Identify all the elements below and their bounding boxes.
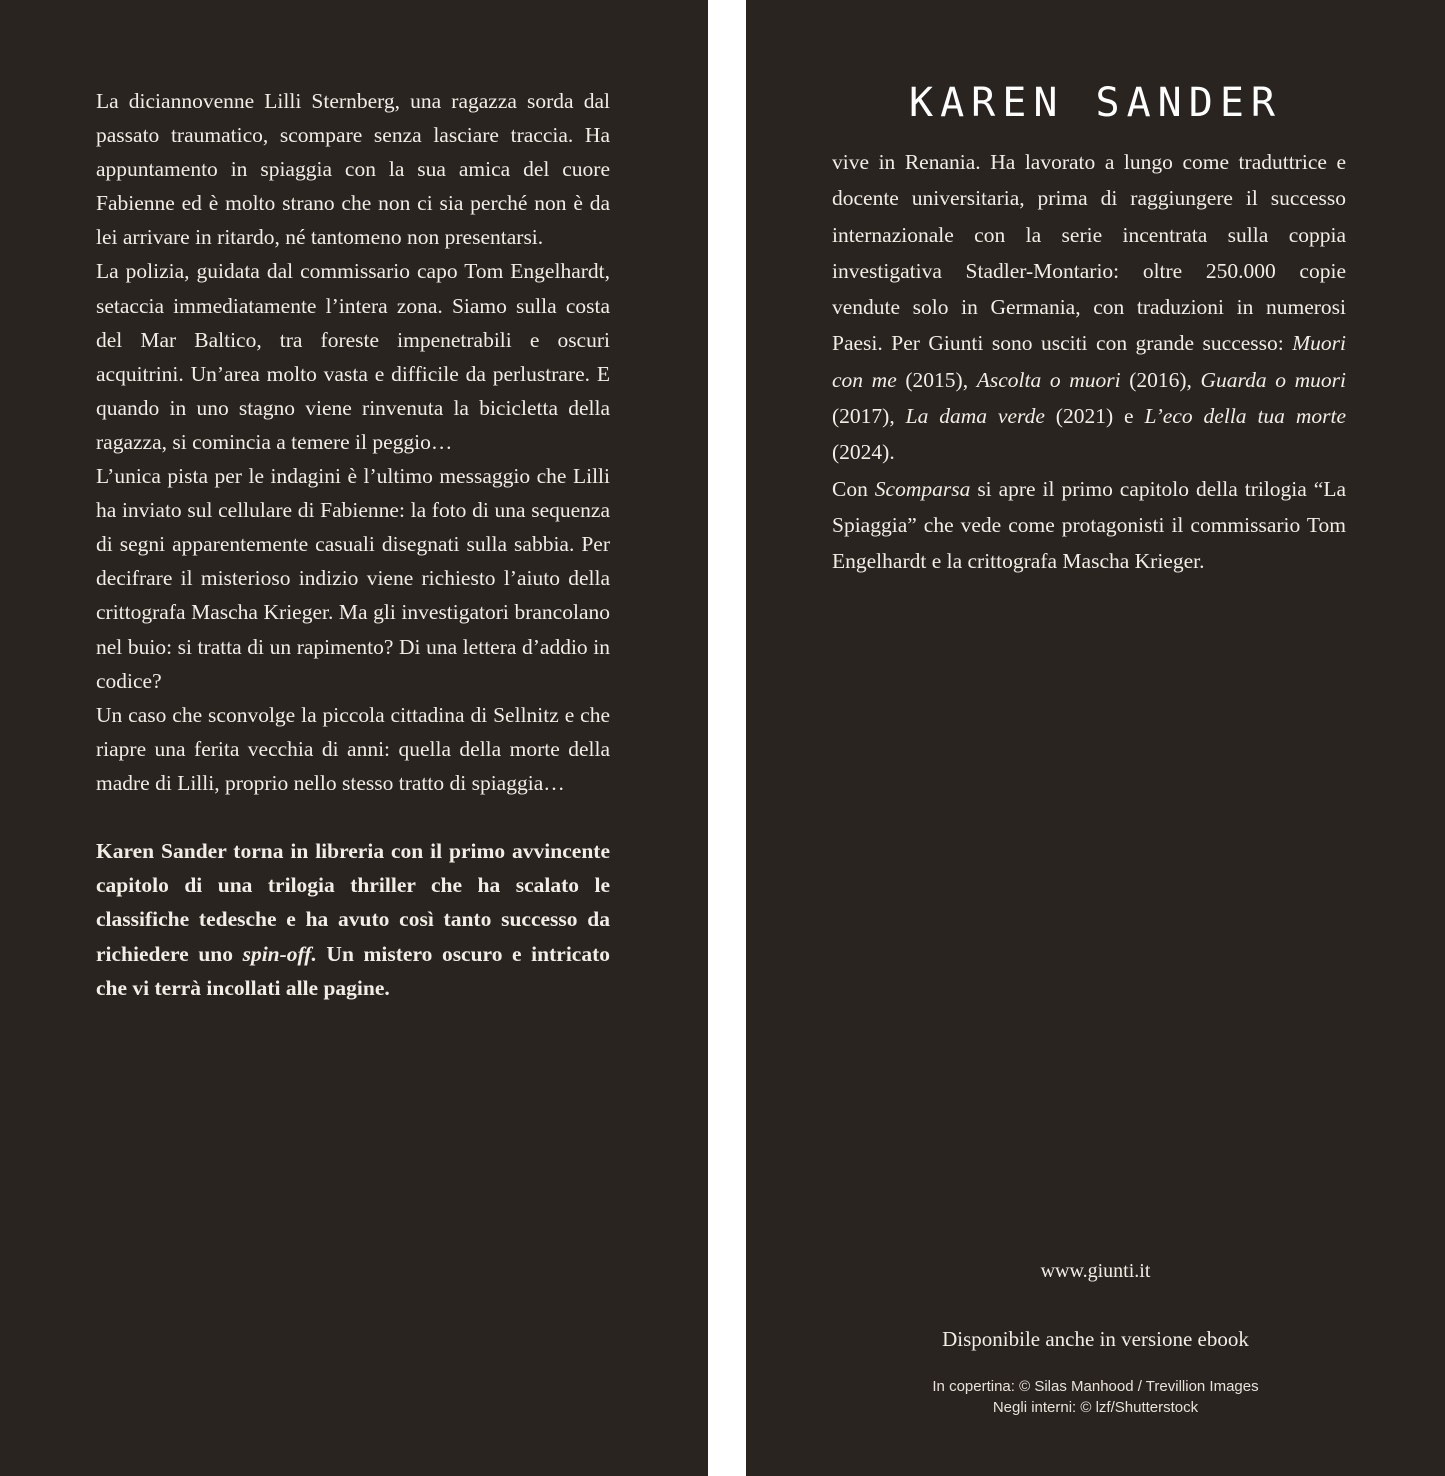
blurb-text: Karen Sander torna in libreria con il primo avvincente capitolo di una trilogia thriller che ha scalato le classifiche tedesche e ha avuto così tanto successo da richiedere uno [96, 838, 610, 966]
blurb-italic: spin-off. [242, 941, 317, 966]
author-name: KAREN SANDER [909, 80, 1282, 126]
blurb-text-end: Un mistero oscuro e intricato che vi terrà incollati alle pagine. [96, 941, 610, 1000]
bio-text: si apre il primo capitolo della trilogia “La Spiaggia” che vede come protagonisti il commissario Tom Engelhardt e la crittografa Mascha Krieger. [832, 476, 1346, 574]
bio-text: (2016), [1120, 367, 1201, 392]
synopsis-paragraph: Un caso che sconvolge la piccola cittadina di Sellnitz e che riapre una ferita vecchia di anni: quella della morte della madre di Lilli, proprio nello stesso tratto di spiaggia… [96, 702, 610, 795]
bio-text: vive in Renania. Ha lavorato a lungo come traduttrice e docente universitaria, prima di raggiungere il successo internazionale con la serie incentrata sulla coppia investigativa Stadler-Montario: oltre 250.000 copie vendute solo in Germania, con traduzioni in numerosi Paesi. Per Giunti sono usciti con grande successo: [832, 150, 1346, 356]
cover-credit: In copertina: © Silas Manhood / Trevillion Images [932, 1378, 1259, 1395]
synopsis-paragraph: La diciannovenne Lilli Sternberg, una ragazza sorda dal passato traumatico, scompare senza lasciare traccia. Ha appuntamento in spiaggia con la sua amica del cuore Fabienne ed è molto strano che non ci sia perché non è da lei arrivare in ritardo, né tantomeno non presentarsi. [96, 89, 610, 250]
bio-paragraph [832, 144, 1346, 471]
interior-credit: Negli interni: © lzf/Shutterstock [992, 1399, 1199, 1416]
left-flap [0, 0, 708, 1476]
image-credits [746, 1376, 1445, 1418]
publisher-blurb [96, 834, 610, 1005]
bio-text: (2024). [832, 440, 895, 465]
bio-text: (2015), [896, 367, 977, 392]
book-title: Muori con me [832, 331, 1346, 392]
bio-text: Con [832, 476, 875, 501]
synopsis-paragraph: La polizia, guidata dal commissario capo Tom Engelhardt, setaccia immediatamente l’intera zona. Siamo sulla costa del Mar Baltico, tra foreste impenetrabili e oscuri acquitrini. Un’area molto vasta e difficile da perlustrare. E quando in uno stagno viene rinvenuta la bicicletta della ragazza, si comincia a temere il peggio… [96, 259, 610, 454]
ebook-note: Disponibile anche in versione ebook [942, 1327, 1249, 1351]
book-title: Ascolta o muori [976, 367, 1121, 392]
author-bio [832, 144, 1346, 580]
synopsis-paragraph: L’unica pista per le indagini è l’ultimo messaggio che Lilli ha inviato sul cellulare di Fabienne: la foto di una sequenza di segni apparentemente casuali disegnati sulla sabbia. Per decifrare il misterioso indizio viene richiesto l’aiuto della crittografa Mascha Krieger. Ma gli investigatori brancolano nel buio: si tratta di un rapimento? Di una lettera d’addio in codice? [96, 464, 610, 693]
book-title: Scomparsa [874, 476, 971, 501]
right-flap [746, 0, 1445, 1476]
bio-text: (2021) e [1044, 404, 1145, 429]
book-title: L’eco della tua morte [1144, 404, 1346, 429]
synopsis [96, 84, 610, 1005]
book-title: La dama verde [905, 404, 1045, 429]
book-title: Guarda o muori [1200, 367, 1346, 392]
bio-text: (2017), [832, 404, 906, 429]
publisher-website: www.giunti.it [1040, 1260, 1151, 1282]
bio-paragraph-trilogy [832, 471, 1346, 580]
